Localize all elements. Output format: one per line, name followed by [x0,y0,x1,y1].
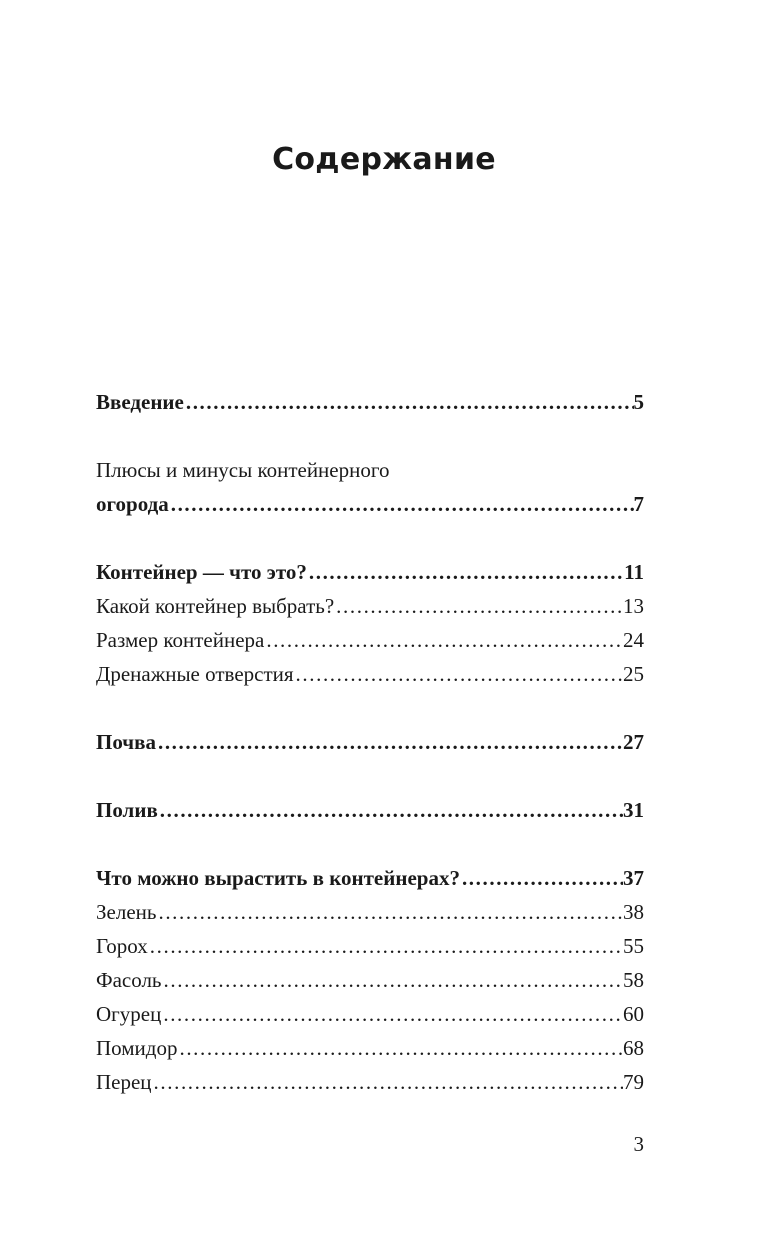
toc-entry-title: Почва [96,730,156,754]
toc-entry-page: 55 [623,934,644,958]
toc-entry-beans [96,963,644,997]
dot-leader [184,385,634,419]
dot-leader [334,589,623,623]
toc-entry-title: Полив [96,798,158,822]
toc-entry-page: 58 [623,968,644,992]
dot-leader [177,1031,623,1065]
toc-entry-page: 27 [623,730,644,754]
toc-entry-title: Зелень [96,900,157,924]
page-number: 3 [633,1132,644,1156]
toc-entry-title: Контейнер — что это? [96,560,307,584]
dot-leader [156,895,623,929]
toc-entry-title: огорода [96,492,169,516]
toc-entry-title: Дренажные отверстия [96,662,294,686]
toc-entry-page: 25 [623,662,644,686]
table-of-contents [96,385,644,1099]
page-title: Содержание [272,142,496,177]
toc-entry-page: 79 [623,1070,644,1094]
toc-entry-soil [96,725,644,759]
toc-entry-title: Что можно вырастить в контейнерах? [96,866,460,890]
toc-entry-page: 68 [623,1036,644,1060]
toc-entry-title: Перец [96,1070,152,1094]
toc-entry-greens [96,895,644,929]
toc-entry-page: 13 [623,594,644,618]
toc-entry-tomato [96,1031,644,1065]
dot-leader [148,929,623,963]
dot-leader [294,657,623,691]
dot-leader [158,793,623,827]
toc-entry-which-container [96,589,644,623]
toc-entry-title: Размер контейнера [96,628,265,652]
toc-entry-page: 60 [623,1002,644,1026]
toc-entry-cucumber [96,997,644,1031]
toc-entry-page: 31 [623,798,644,822]
dot-leader [460,861,623,895]
dot-leader [307,555,624,589]
toc-entry-title: Помидор [96,1036,178,1060]
toc-entry-page: 37 [623,866,644,890]
toc-entry-intro [96,385,644,419]
toc-entry-page: 24 [623,628,644,652]
toc-entry-title: Огурец [96,1002,162,1026]
toc-entry-page: 11 [624,560,644,584]
toc-entry-title: Горох [96,934,148,958]
toc-entry-container-size [96,623,644,657]
dot-leader [161,997,623,1031]
toc-entry-page: 38 [623,900,644,924]
toc-entry-page: 5 [633,390,644,414]
toc-entry-container [96,555,644,589]
dot-leader [152,1065,623,1099]
toc-entry-title: Введение [96,390,184,414]
toc-entry-pepper [96,1065,644,1099]
dot-leader [264,623,623,657]
toc-entry-pros-cons-line1: Плюсы и минусы контейнерного [96,458,390,482]
toc-entry-title: Фасоль [96,968,162,992]
toc-entry-peas [96,929,644,963]
toc-entry-what-to-grow [96,861,644,895]
toc-entry-pros-cons [96,487,644,521]
dot-leader [156,725,623,759]
toc-entry-drainage [96,657,644,691]
dot-leader [162,963,623,997]
toc-entry-title: Какой контейнер выбрать? [96,594,335,618]
toc-entry-watering [96,793,644,827]
dot-leader [169,487,634,521]
toc-entry-page: 7 [633,492,644,516]
